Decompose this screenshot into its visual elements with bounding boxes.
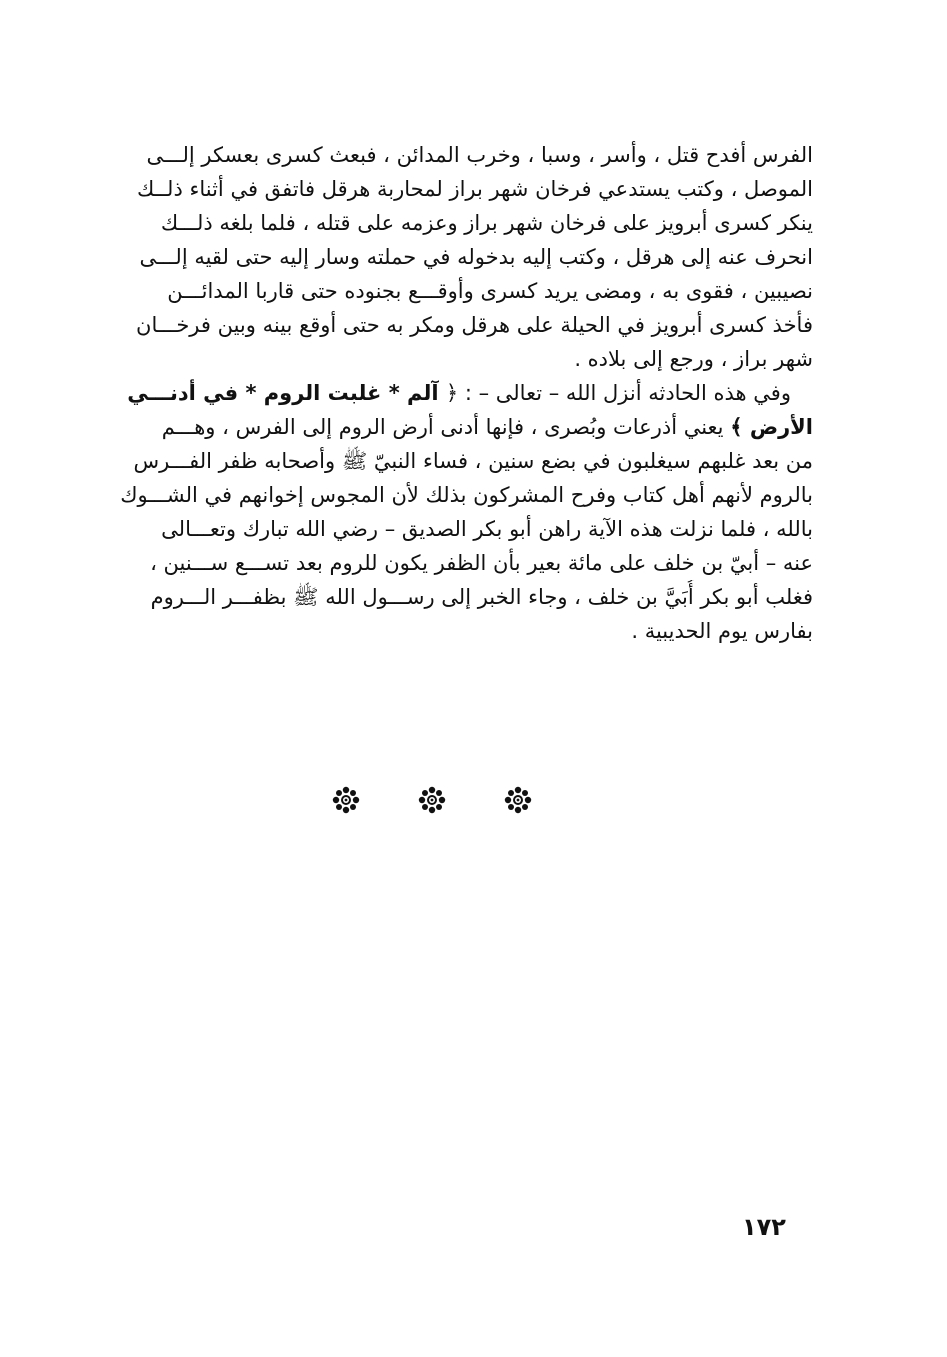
text-line: الموصل ، وكتب يستدعي فرخان شهر براز لمحاربة هرقل فاتفق في أثناء ذلــك	[137, 177, 813, 201]
flower-ornament-icon	[504, 786, 532, 814]
text-span: يعني أذرعات وبُصرى ، فإنها أدنى أرض الروم إلى الفرس ، وهـــم	[161, 415, 731, 439]
text-line: الفرس أفدح قتل ، وأسر ، وسبا ، وخرب المدائن ، فبعث كسرى بعسكر إلـــى	[146, 143, 813, 167]
text-line: بالروم لأنهم أهل كتاب وفرح المشركون بذلك لأن المجوس إخوانهم في الشـــوك	[120, 483, 813, 507]
body-text	[78, 138, 813, 648]
section-divider	[332, 783, 532, 817]
flower-ornament-icon	[418, 786, 446, 814]
text-line: فغلب أبو بكر أُبَيَّ بن خلف ، وجاء الخبر إلى رســـول الله ﷺ بظفـــر الـــروم	[150, 585, 813, 609]
text-line: بفارس يوم الحديبية .	[631, 619, 813, 643]
text-line: شهر براز ، ورجع إلى بلاده .	[574, 347, 813, 371]
text-line: من بعد غلبهم سيغلبون في بضع سنين ، فساء النبيّ ﷺ وأصحابه ظفر الفـــرس	[133, 449, 813, 473]
text-line	[78, 376, 813, 410]
text-line: نصيبين ، فقوى به ، ومضى يريد كسرى وأوقـــع بجنوده حتى قاربا المدائـــن	[167, 279, 813, 303]
text-span: وفي هذه الحادثه أنزل الله – تعالى – : ﴿	[445, 381, 791, 405]
text-line	[78, 410, 813, 444]
quran-verse: الأرض ﴾	[730, 415, 813, 439]
text-line: فأخذ كسرى أبرويز في الحيلة على هرقل ومكر به حتى أوقع بينه وبين فرخـــان	[136, 313, 813, 337]
text-line: ينكر كسرى أبرويز على فرخان شهر براز وعزمه على قتله ، فلما بلغه ذلـــك	[160, 211, 813, 235]
page-number: ١٧٢	[742, 1213, 786, 1241]
flower-ornament-icon	[332, 786, 360, 814]
quran-verse: آلم * غلبت الروم * في أدنـــي	[127, 381, 446, 405]
text-line: عنه – أبيّ بن خلف على مائة بعير بأن الظفر يكون للروم بعد تســـع ســـنين ،	[150, 551, 813, 575]
text-line: بالله ، فلما نزلت هذه الآية راهن أبو بكر الصديق – رضي الله تبارك وتعـــالى	[161, 517, 813, 541]
text-line: انحرف عنه إلى هرقل ، وكتب إليه بدخوله في حملته وسار إليه حتى لقيه إلـــى	[139, 245, 813, 269]
